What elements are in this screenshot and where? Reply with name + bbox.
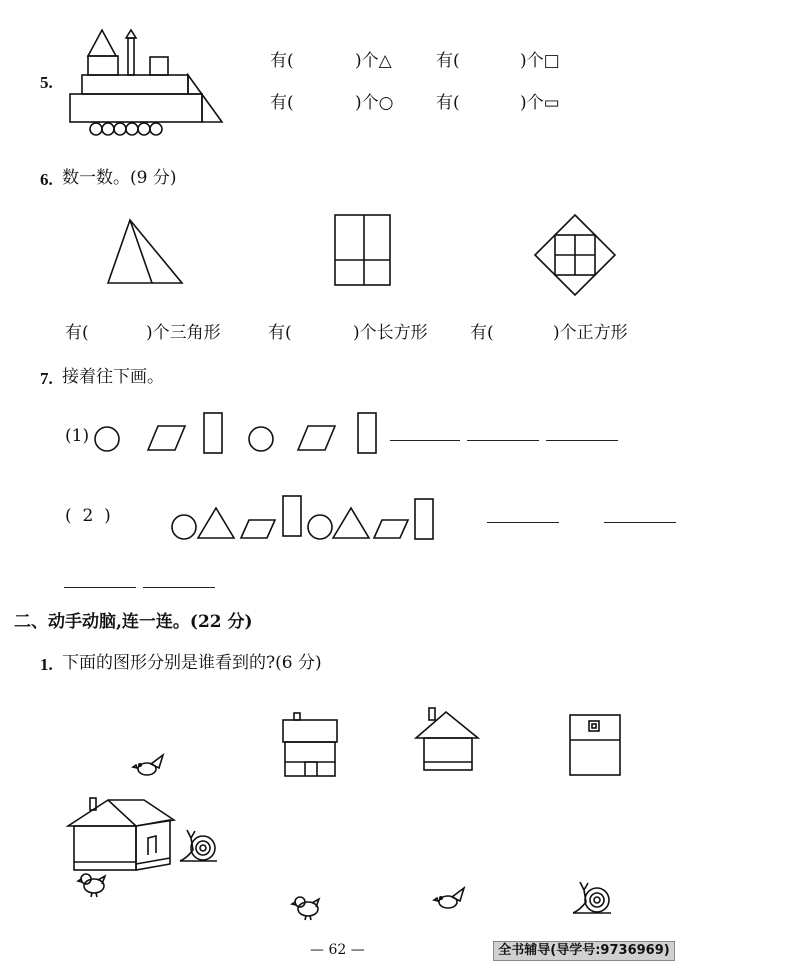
q5-number: 5. [40, 73, 53, 92]
train-shape-figure [60, 20, 230, 140]
q6-square-prefix: 有( [470, 323, 494, 343]
big-house-figure [60, 780, 180, 880]
q6-triangle-prefix: 有( [65, 323, 89, 343]
q7-number: 7. [40, 369, 53, 388]
square-count-figure [530, 210, 620, 300]
rectangle-count-figure [330, 210, 395, 290]
q5-circle-prefix: 有( [270, 93, 294, 113]
house-view-gable-side [412, 706, 482, 776]
q6-title: 数一数。(9 分) [62, 168, 177, 188]
q7-answer-blank-2[interactable] [467, 440, 539, 441]
q6-number: 6. [40, 170, 53, 189]
q5-rectangle-prefix: 有( [436, 93, 460, 113]
pattern-row-1 [90, 410, 390, 460]
chick-left-icon [78, 870, 108, 898]
q7-answer-blank-1[interactable] [390, 440, 460, 441]
chick-bottom-icon [292, 893, 322, 921]
triangle-count-figure [100, 215, 190, 290]
bird-top-icon [133, 752, 167, 782]
page-number: — 62 — [310, 942, 365, 958]
q5-square-suffix: )个□ [520, 51, 560, 71]
q7-title: 接着往下画。 [62, 367, 164, 387]
q5-triangle-suffix: )个△ [355, 51, 392, 71]
section2-q1-number: 1. [40, 655, 53, 674]
q7-answer-blank-5[interactable] [604, 522, 676, 523]
q6-rectangle-prefix: 有( [268, 323, 292, 343]
footer-badge: 全书辅导(导学号:9736969) [493, 941, 675, 961]
q5-triangle-prefix: 有( [270, 51, 294, 71]
snail-bottom-icon [570, 880, 614, 918]
q5-square-prefix: 有( [436, 51, 460, 71]
bird-bottom-icon [434, 885, 468, 915]
q7-answer-blank-6[interactable] [64, 587, 136, 588]
q7-part1-label: (1) [65, 426, 90, 446]
q7-answer-blank-4[interactable] [487, 522, 559, 523]
house-view-top [565, 710, 625, 780]
house-view-chimney-front [277, 710, 342, 780]
q7-answer-blank-3[interactable] [546, 440, 618, 441]
q5-rectangle-suffix: )个▭ [520, 93, 560, 113]
q7-answer-blank-7[interactable] [143, 587, 215, 588]
q7-part2-label: ( 2 ) [65, 506, 111, 526]
section2-q1-title: 下面的图形分别是谁看到的?(6 分) [62, 653, 322, 673]
q6-rectangle-suffix: )个长方形 [353, 323, 428, 343]
q5-circle-suffix: )个○ [355, 93, 394, 113]
section2-title: 二、动手动脑,连一连。(22 分) [14, 612, 253, 632]
pattern-row-2 [165, 492, 445, 542]
snail-right-icon [177, 828, 219, 866]
q6-triangle-suffix: )个三角形 [146, 323, 221, 343]
q6-square-suffix: )个正方形 [553, 323, 628, 343]
